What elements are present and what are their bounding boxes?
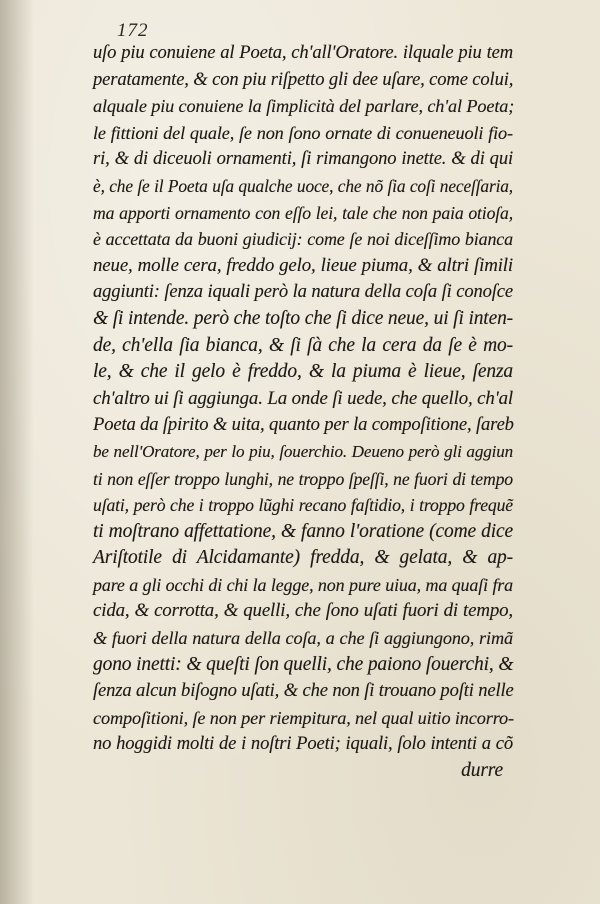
text-line: aggiunti: ſenza iquali però la natura della coſa ſi conoſce xyxy=(93,281,513,303)
text-line: no hoggidi molti de i noſtri Poeti; iquali, ſolo intenti a cõ xyxy=(93,733,513,755)
text-line: ti non eſſer troppo lunghi, ne troppo ſpeſſi, ne fuori di tempo xyxy=(93,468,513,489)
text-line: & ſi intende. però che toſto che ſi dice neue, ui ſi inten- xyxy=(93,307,514,329)
text-line: ch'altro ui ſi aggiunga. La onde ſi uede, che quello, ch'al xyxy=(93,387,513,409)
text-line: neue, molle cera, freddo gelo, lieue piuma, & altri ſimili xyxy=(93,254,513,276)
text-line: le, & che il gelo è freddo, & la piuma è lieue, ſenza xyxy=(93,361,513,383)
text-line: peratamente, & con piu riſpetto gli dee uſare, come colui, xyxy=(93,68,514,90)
text-line: compoſitioni, ſe non per riempitura, nel qual uitio incorro- xyxy=(93,707,514,728)
text-line: Poeta da ſpirito & uita, quanto per la compoſitione, ſareb xyxy=(93,414,514,436)
binding-shadow xyxy=(0,0,34,904)
text-line: pare a gli occhi di chi la legge, non pure uiua, ma quaſi fra xyxy=(93,574,513,595)
text-line: & fuori della natura della coſa, a che ſi aggiungono, rimã xyxy=(93,628,513,649)
text-line: be nell'Oratore, per lo piu, ſouerchio. Deueno però gli aggiun xyxy=(93,441,513,461)
text-line: de, ch'ella ſia bianca, & ſi ſà che la cera da ſe è mo- xyxy=(93,334,513,356)
body-text xyxy=(93,40,513,785)
text-line: uſo piu conuiene al Poeta, ch'all'Oratore. ilquale piu tem xyxy=(93,42,513,63)
text-line: le fittioni del quale, ſe non ſono ornate di conueneuoli fio- xyxy=(93,122,513,143)
text-line: gono inetti: & queſti ſon quelli, che paiono ſouerchi, & xyxy=(93,653,514,675)
text-line: alquale piu conuiene la ſimplicità del parlare, ch'al Poeta; xyxy=(93,96,515,117)
text-line: ri, & di diceuoli ornamenti, ſi rimangono inette. & di qui xyxy=(93,148,513,170)
text-line: è, che ſe il Poeta uſa qualche uoce, che nõ ſia coſi neceſſaria, xyxy=(93,175,513,196)
catchword: durre xyxy=(461,760,503,782)
text-line: uſati, però che i troppo lũghi recano faſtidio, i troppo frequẽ xyxy=(93,495,513,516)
text-line: Ariſtotile di Alcidamante) fredda, & gelata, & ap- xyxy=(93,547,513,569)
text-line: ſenza alcun biſogno uſati, & che non ſi trouano poſti nelle xyxy=(93,680,514,702)
text-line: ma apporti ornamento con eſſo lei, tale che non paia otioſa, xyxy=(93,202,513,223)
page-number: 172 xyxy=(117,20,149,41)
text-line: ti moſtrano affettatione, & fanno l'oratione (come dice xyxy=(93,520,513,542)
text-line: è accettata da buoni giudicij: come ſe noi diceſſimo bianca xyxy=(93,229,513,250)
text-line: cida, & corrotta, & quelli, che ſono uſati fuori di tempo, xyxy=(93,600,513,622)
